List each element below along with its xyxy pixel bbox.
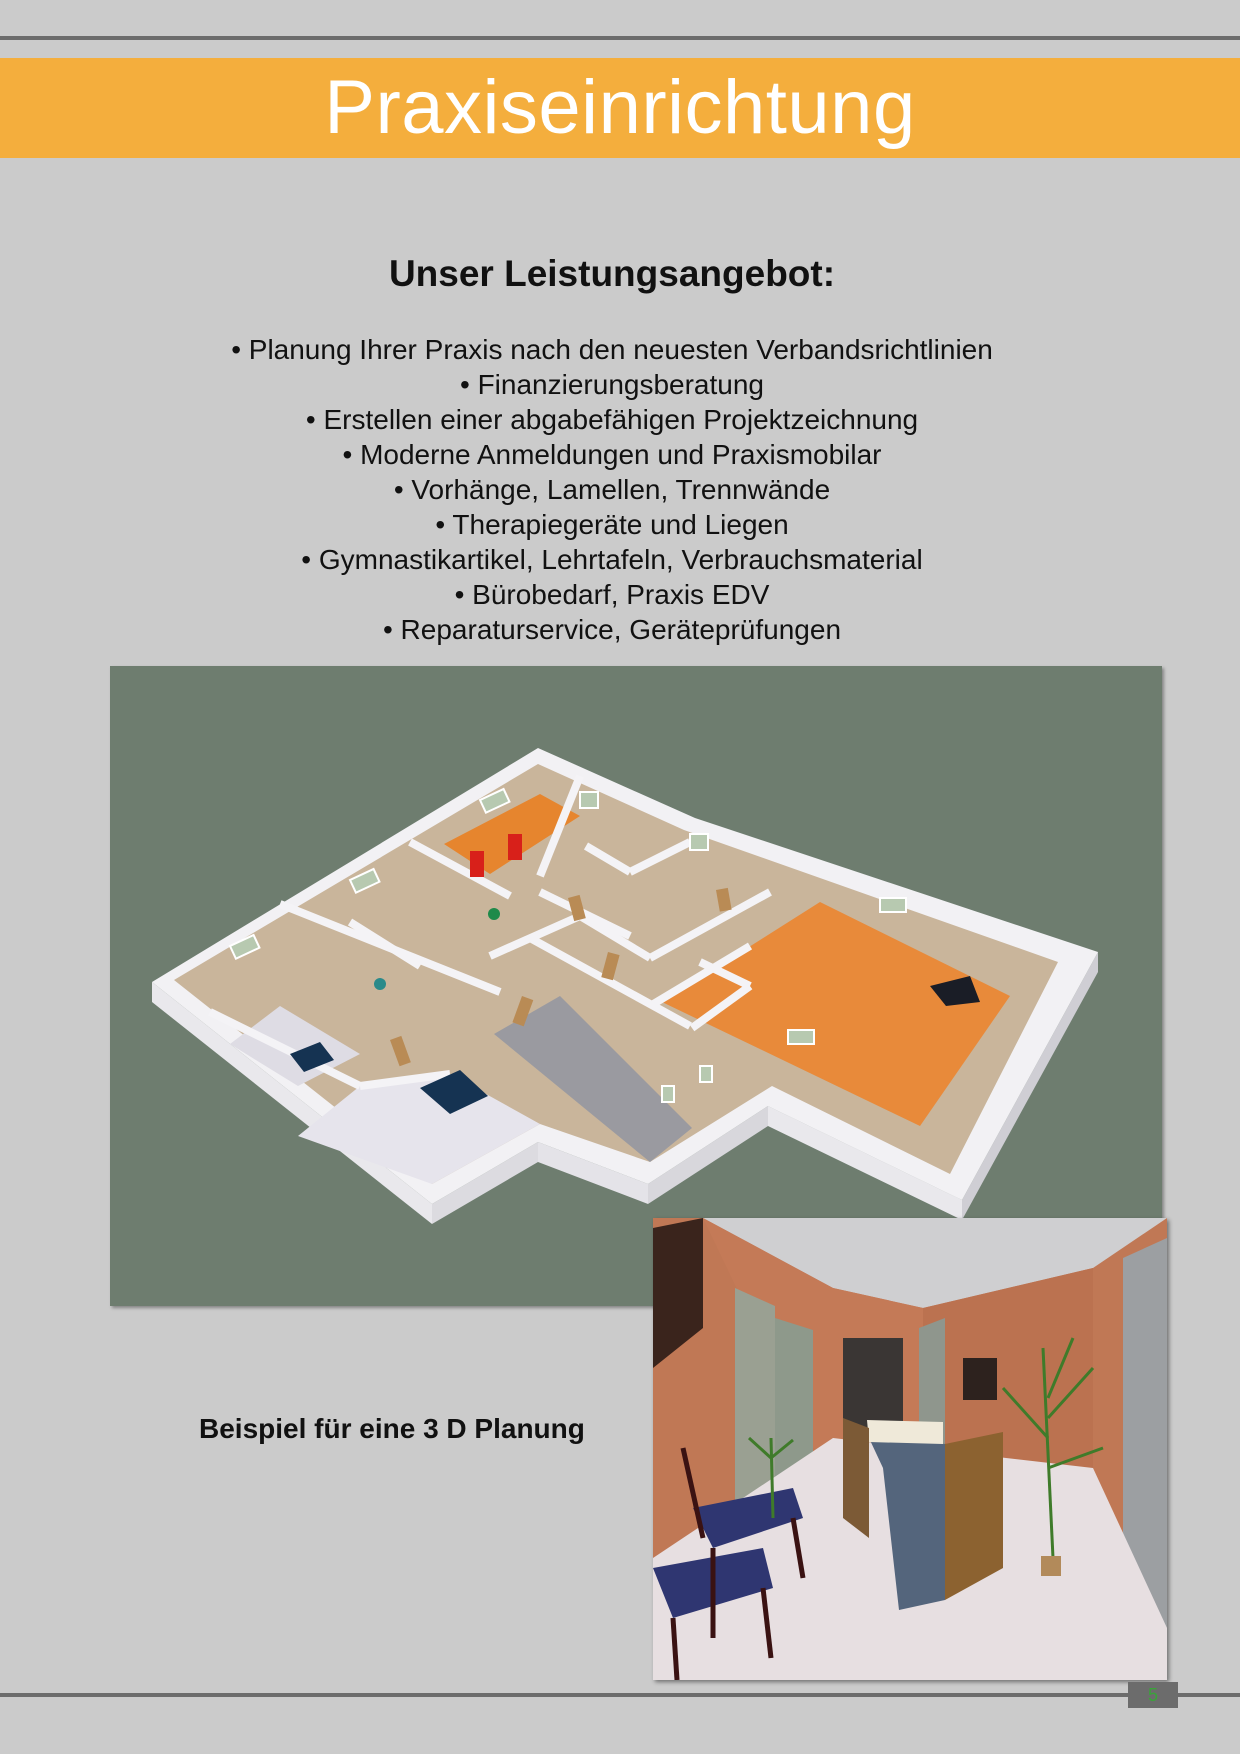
service-item: • Planung Ihrer Praxis nach den neuesten Verbandsrichtlinien <box>231 334 993 365</box>
offer-heading: Unser Leistungsangebot: <box>388 253 836 294</box>
service-item: • Therapiegeräte und Liegen <box>435 509 789 540</box>
service-item: • Vorhänge, Lamellen, Trennwände <box>393 474 831 505</box>
page-title: Praxiseinrichtung <box>324 65 916 150</box>
service-item: • Gymnastikartikel, Lehrtafeln, Verbrauchsmaterial <box>301 544 923 575</box>
bottom-rule <box>0 1693 1240 1697</box>
floorplan-image <box>110 666 1162 1306</box>
service-item: • Reparaturservice, Geräteprüfungen <box>382 614 842 645</box>
interior-image <box>653 1218 1167 1680</box>
service-item: • Erstellen einer abgabefähigen Projektzeichnung <box>305 404 919 435</box>
service-list <box>0 332 1224 647</box>
title-banner <box>0 58 1240 158</box>
top-rule <box>0 36 1240 40</box>
service-item: • Bürobedarf, Praxis EDV <box>454 579 770 610</box>
service-item: • Finanzierungsberatung <box>460 369 764 400</box>
figure-caption: Beispiel für eine 3 D Planung <box>199 1413 585 1444</box>
service-item: • Moderne Anmeldungen und Praxismobilar <box>342 439 882 470</box>
page-number: 5 <box>1128 1682 1178 1708</box>
